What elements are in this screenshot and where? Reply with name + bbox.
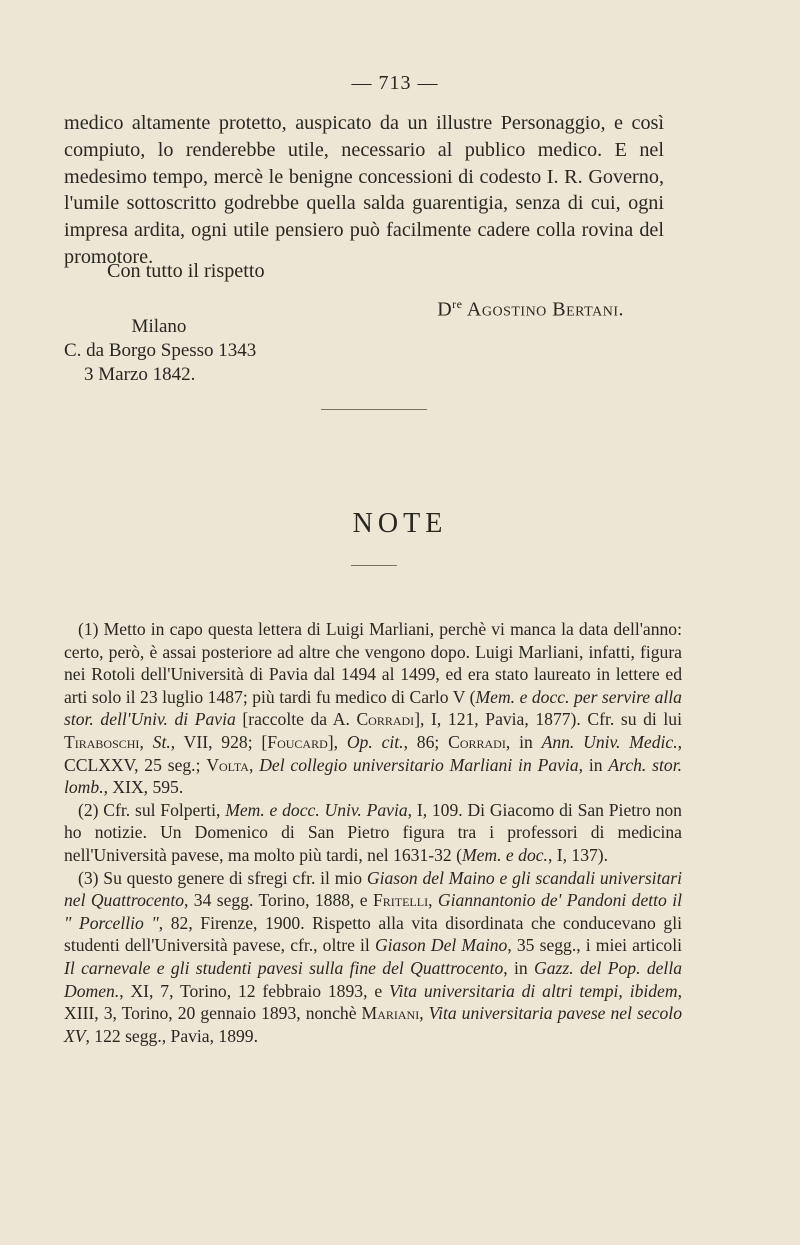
notes-heading: NOTE (352, 508, 448, 539)
heading-divider (351, 565, 397, 566)
signature-title-sup: re (452, 297, 463, 311)
signature-name: Agostino Bertani. (466, 298, 624, 321)
place: Milano (131, 316, 187, 337)
notes-section (64, 618, 682, 1047)
letter-body (64, 110, 664, 271)
letter-paragraph: medico altamente protetto, auspicato da un illustre Personaggio, e così compiuto, lo renderebbe utile, necessario al publico medico. E nel medesimo tempo, mercè le benigne concessioni di codesto I. R. Governo, l'umile sottoscritto godrebbe quella salda guarentigia, senza di cui, ogni impresa ardita, ogni utile pensiero può facilmente cadere colla rovina del promotore. (64, 112, 664, 268)
address: C. da Borgo Spesso 1343 (64, 340, 257, 361)
letter-closing: Con tutto il rispetto (107, 260, 265, 282)
date: 3 Marzo 1842. (84, 364, 196, 385)
place-and-date (64, 315, 284, 387)
letter-signature (437, 297, 624, 322)
note-3: (3) Su questo genere di sfregi cfr. il mio Giason del Maino e gli scandali universitari nel Quattrocento, 34 segg. Torino, 1888, e Fritelli, Giannantonio de' Pandoni detto il " Porcellio ", 82, Firenze, 1900. Rispetto alla vita disordinata che conducevano gli studenti dell'Università pavese, cfr., oltre il Giason Del Maino, 35 segg., i miei articoli Il carnevale e gli studenti pavesi sulla fine del Quattrocento, in Gazz. del Pop. della Domen., XI, 7, Torino, 12 febbraio 1893, e Vita universitaria di altri tempi, ibidem, XIII, 3, Torino, 20 gennaio 1893, nonchè Mariani, Vita universitaria pavese nel secolo XV, 122 segg., Pavia, 1899. (64, 867, 683, 1046)
signature-title: D (437, 298, 453, 321)
page-number: — 713 — (351, 72, 439, 94)
note-2: (2) Cfr. sul Folperti, Mem. e docc. Univ. Pavia, I, 109. Di Giacomo di San Pietro non ho notizie. Un Domenico di San Pietro figura tra i professori di medicina nell'Università pavese, ma molto più tardi, nel 1631-32 (Mem. e doc., I, 137). (64, 799, 682, 865)
section-divider (321, 409, 427, 410)
note-1: (1) Metto in capo questa lettera di Luigi Marliani, perchè vi manca la data dell'anno: certo, però, è assai posteriore ad altre che vengono dopo. Luigi Marliani, infatti, figura nei Rotoli dell'Università di Pavia dal 1494 al 1499, ed era stato laureato in lettere ed arti solo il 23 luglio 1487; più tardi fu medico di Carlo V (Mem. e docc. per servire alla stor. dell'Univ. di Pavia [raccolte da A. Corradi], I, 121, Pavia, 1877). Cfr. su di lui Tiraboschi, St., VII, 928; [Foucard], Op. cit., 86; Corradi, in Ann. Univ. Medic., CCLXXV, 25 seg.; Volta, Del collegio universitario Marliani in Pavia, in Arch. stor. lomb., XIX, 595. (64, 619, 683, 798)
